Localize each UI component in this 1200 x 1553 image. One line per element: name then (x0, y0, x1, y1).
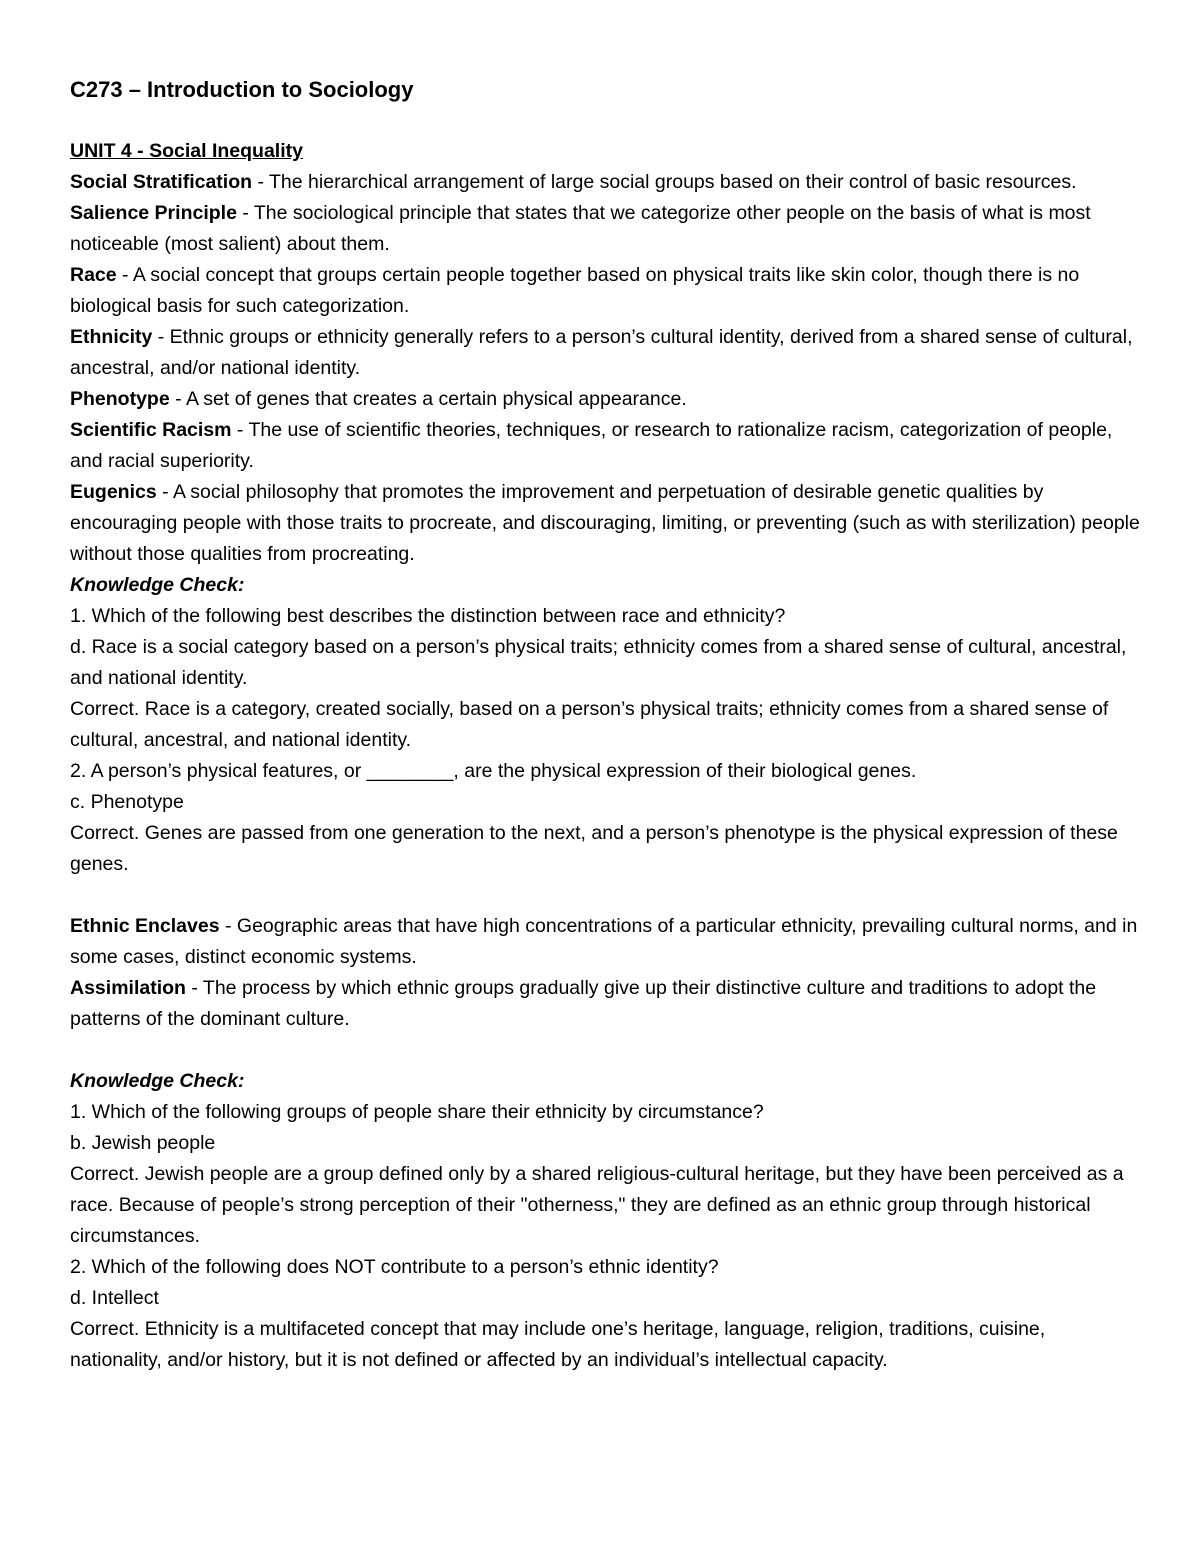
definition-term: Eugenics (70, 481, 157, 503)
question: 2. Which of the following does NOT contribute to a person’s ethnic identity? (70, 1256, 719, 1278)
explanation: Correct. Genes are passed from one generation to the next, and a person’s phenotype is the physical expression of these genes. (70, 822, 1118, 875)
definition-term: Assimilation (70, 977, 186, 999)
definition-text: - Ethnic groups or ethnicity generally refers to a person’s cultural identity, derived from a shared sense of cultural, ancestral, and/or national identity. (70, 326, 1133, 379)
question: 2. A person’s physical features, or ________, are the physical expression of their biological genes. (70, 760, 917, 782)
definition-text: - Geographic areas that have high concentrations of a particular ethnicity, prevailing cultural norms, and in some cases, distinct economic systems. (70, 915, 1138, 968)
definition-text: - A set of genes that creates a certain physical appearance. (169, 388, 687, 410)
definition-text: - A social philosophy that promotes the improvement and perpetuation of desirable genetic qualities by encouraging people with those traits to procreate, and discouraging, limiting, or preventing (such as with sterilization) people without those qualities from procreating. (70, 481, 1140, 565)
knowledge-check-heading: Knowledge Check: (70, 1070, 245, 1092)
definition-assimilation (70, 973, 1140, 1035)
definition-phenotype (70, 384, 1140, 415)
definition-text: - The sociological principle that states that we categorize other people on the basis of what is most noticeable (most salient) about them. (70, 202, 1091, 255)
definition-scientific-racism (70, 415, 1140, 477)
definition-term: Social Stratification (70, 171, 253, 193)
definition-term: Ethnicity (70, 326, 153, 348)
definition-social-stratification (70, 167, 1140, 198)
document-title: C273 – Introduction to Sociology (70, 77, 414, 102)
definition-text: - The process by which ethnic groups gradually give up their distinctive culture and traditions to adopt the patterns of the dominant culture. (70, 977, 1097, 1030)
definition-text: - The use of scientific theories, techniques, or research to rationalize racism, categorization of people, and racial superiority. (70, 419, 1113, 472)
definition-text: - A social concept that groups certain people together based on physical traits like skin color, though there is no biological basis for such categorization. (70, 264, 1080, 317)
definition-ethnic-enclaves (70, 911, 1140, 973)
answer: c. Phenotype (70, 791, 184, 813)
unit-heading: UNIT 4 - Social Inequality (70, 140, 303, 162)
explanation: Correct. Ethnicity is a multifaceted concept that may include one’s heritage, language, religion, traditions, cuisine, nationality, and/or history, but it is not defined or affected by an individual’s intellectual capacity. (70, 1318, 1046, 1371)
question: 1. Which of the following groups of people share their ethnicity by circumstance? (70, 1101, 764, 1123)
definition-text: - The hierarchical arrangement of large social groups based on their control of basic resources. (252, 171, 1077, 193)
definition-term: Phenotype (70, 388, 170, 410)
document-page (70, 74, 1140, 1376)
paragraph-spacer (70, 880, 1140, 911)
definition-eugenics (70, 477, 1140, 570)
explanation: Correct. Jewish people are a group defined only by a shared religious-cultural heritage, but they have been perceived as a race. Because of people’s strong perception of their "otherness," they are defined as an ethnic group through historical circumstances. (70, 1163, 1124, 1247)
explanation: Correct. Race is a category, created socially, based on a person’s physical traits; ethnicity comes from a shared sense of cultural, ancestral, and national identity. (70, 698, 1109, 751)
definition-race (70, 260, 1140, 322)
answer: b. Jewish people (70, 1132, 216, 1154)
answer: d. Race is a social category based on a person’s physical traits; ethnicity comes from a shared sense of cultural, ancestral, and national identity. (70, 636, 1127, 689)
definition-term: Ethnic Enclaves (70, 915, 220, 937)
knowledge-check-heading: Knowledge Check: (70, 574, 245, 596)
definition-term: Race (70, 264, 117, 286)
definition-term: Salience Principle (70, 202, 237, 224)
question: 1. Which of the following best describes the distinction between race and ethnicity? (70, 605, 786, 627)
definition-term: Scientific Racism (70, 419, 232, 441)
answer: d. Intellect (70, 1287, 159, 1309)
paragraph-spacer (70, 1035, 1140, 1066)
definition-salience-principle (70, 198, 1140, 260)
definition-ethnicity (70, 322, 1140, 384)
